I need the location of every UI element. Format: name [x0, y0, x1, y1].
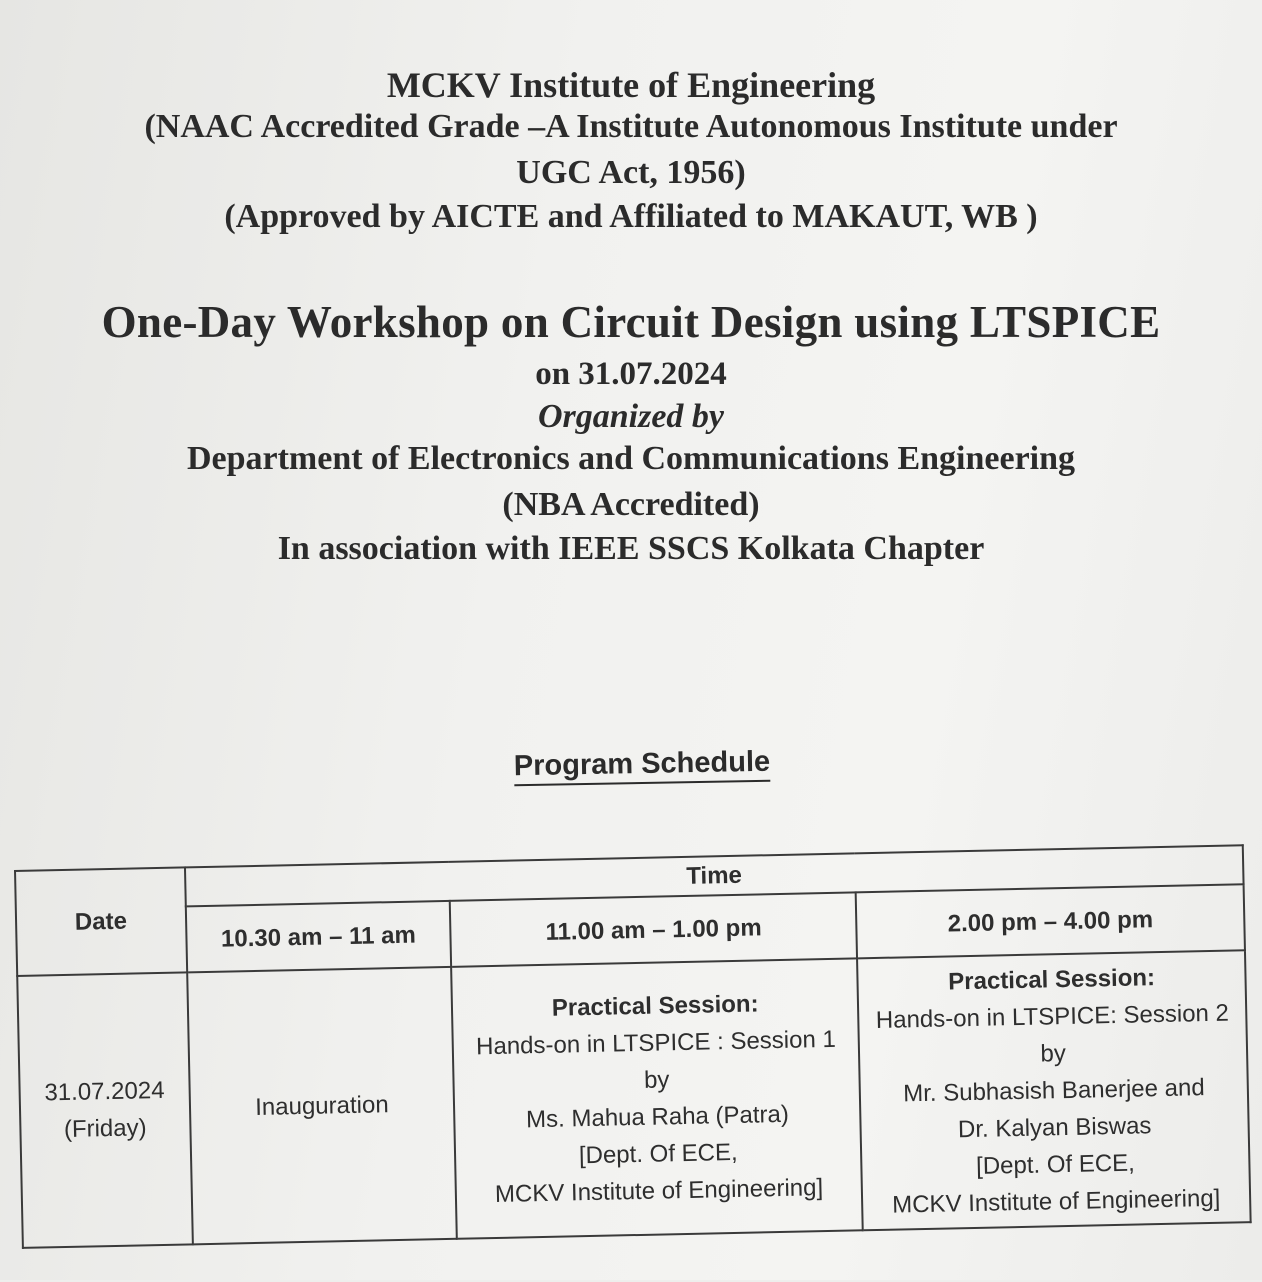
organized-by-label: Organized by	[537, 398, 725, 435]
session-2-affiliation: MCKV Institute of Engineering]	[891, 1184, 1221, 1219]
session-1-by: by	[643, 1066, 670, 1094]
session-2-affiliation: [Dept. Of ECE,	[975, 1149, 1136, 1180]
date-header-cell	[15, 867, 187, 976]
session-1-cell	[451, 958, 863, 1238]
date-header: Date	[74, 907, 128, 936]
session-2-cell	[857, 950, 1250, 1230]
slot-cell	[450, 892, 857, 966]
slot-2: 11.00 am – 1.00 pm	[545, 913, 762, 946]
approval-line: (Approved by AICTE and Affiliated to MAKAUT, WB )	[224, 198, 1038, 235]
inauguration-label: Inauguration	[254, 1090, 389, 1121]
association-line: In association with IEEE SSCS Kolkata Chapter	[277, 530, 985, 567]
session-2-speaker: Mr. Subhasish Banerjee and	[902, 1073, 1205, 1107]
department-note: (NBA Accredited)	[502, 486, 760, 523]
accreditation-line: (NAAC Accredited Grade –A Institute Autonomous Institute under	[144, 108, 1118, 145]
session-2-type: Practical Session:	[947, 963, 1156, 995]
inauguration-cell	[187, 967, 457, 1244]
session-1-speaker: Ms. Mahua Raha (Patra)	[525, 1100, 790, 1134]
session-2-topic: Hands-on in LTSPICE: Session 2	[875, 999, 1230, 1034]
schedule-table-wrap	[14, 844, 1252, 1282]
slot-cell	[185, 901, 451, 973]
department-name: Department of Electronics and Communications Engineering	[186, 440, 1076, 477]
session-1-topic: Hands-on in LTSPICE : Session 1	[475, 1025, 837, 1061]
slot-1: 10.30 am – 11 am	[220, 921, 417, 953]
slot-3: 2.00 pm – 4.00 pm	[947, 905, 1154, 937]
session-1-affiliation: [Dept. Of ECE,	[578, 1138, 738, 1170]
schedule-heading-text: Program Schedule	[514, 746, 771, 786]
session-1-type: Practical Session:	[551, 990, 759, 1022]
time-header: Time	[686, 861, 743, 890]
schedule-heading	[0, 737, 1262, 792]
slot-cell	[856, 884, 1245, 958]
institute-name: MCKV Institute of Engineering	[386, 65, 876, 105]
session-2-by: by	[1040, 1039, 1067, 1068]
session-1-affiliation: MCKV Institute of Engineering]	[494, 1174, 824, 1208]
workshop-title: One-Day Workshop on Circuit Design using LTSPICE	[101, 297, 1161, 347]
date-cell	[17, 972, 192, 1247]
day-value: (Friday)	[63, 1114, 147, 1144]
workshop-date: on 31.07.2024	[535, 356, 727, 392]
ugc-line: UGC Act, 1956)	[516, 154, 746, 191]
session-2-speaker: Dr. Kalyan Biswas	[957, 1111, 1152, 1143]
date-value: 31.07.2024	[44, 1076, 165, 1107]
schedule-table	[14, 844, 1252, 1249]
table-row	[17, 950, 1250, 1248]
